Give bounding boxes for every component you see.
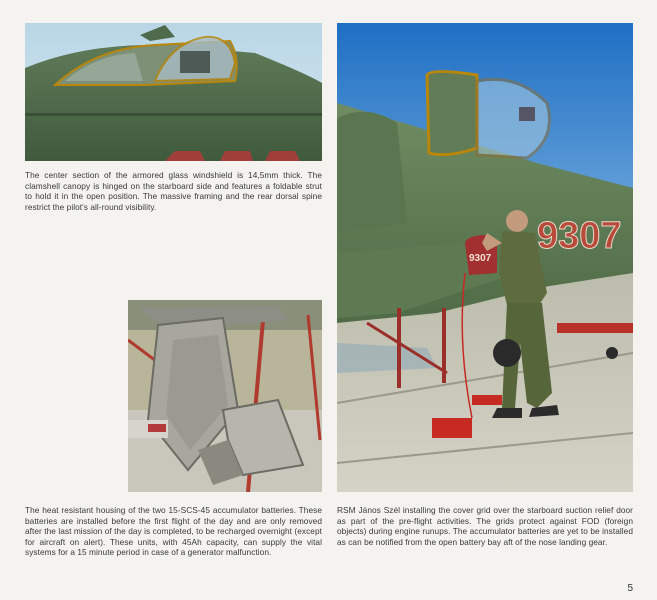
photo-battery-bay (128, 300, 322, 492)
page-number: 5 (627, 583, 633, 594)
cover-marking: 9307 (469, 253, 492, 264)
photo-canopy (25, 23, 322, 161)
photo-technician-mig21 (337, 23, 633, 492)
battery-bay-image (128, 300, 322, 492)
caption-canopy: The center section of the armored glass windshield is 14,5mm thick. The clamshell canopy is hinged on the starboard side and features a foldable strut to hold it in the open position. The massive framing and the rear dorsal spine restrict the pilot's all-round visibility. (25, 170, 322, 212)
aircraft-number: 9307 (537, 215, 622, 257)
caption-batteries: The heat resistant housing of the two 15-SCS-45 accumulator batteries. These batteries are installed before the first flight of the day and are only removed after the last mission of the day is completed, to be recharged overnight (except for aircraft on alert). These units, with 45Ah capacity, can supply the vital systems for a 15 minute period in case of a generator malfunction. (25, 505, 322, 558)
canopy-image (25, 23, 322, 161)
technician-image (337, 23, 633, 492)
caption-technician: RSM János Szél installing the cover grid over the starboard suction relief door as part of the pre-flight activities. The grids protect against FOD (foreign objects) during engine runups. The accumulator batteries are yet to be installed as can be notified from the open battery bay aft of the nose landing gear. (337, 505, 633, 547)
